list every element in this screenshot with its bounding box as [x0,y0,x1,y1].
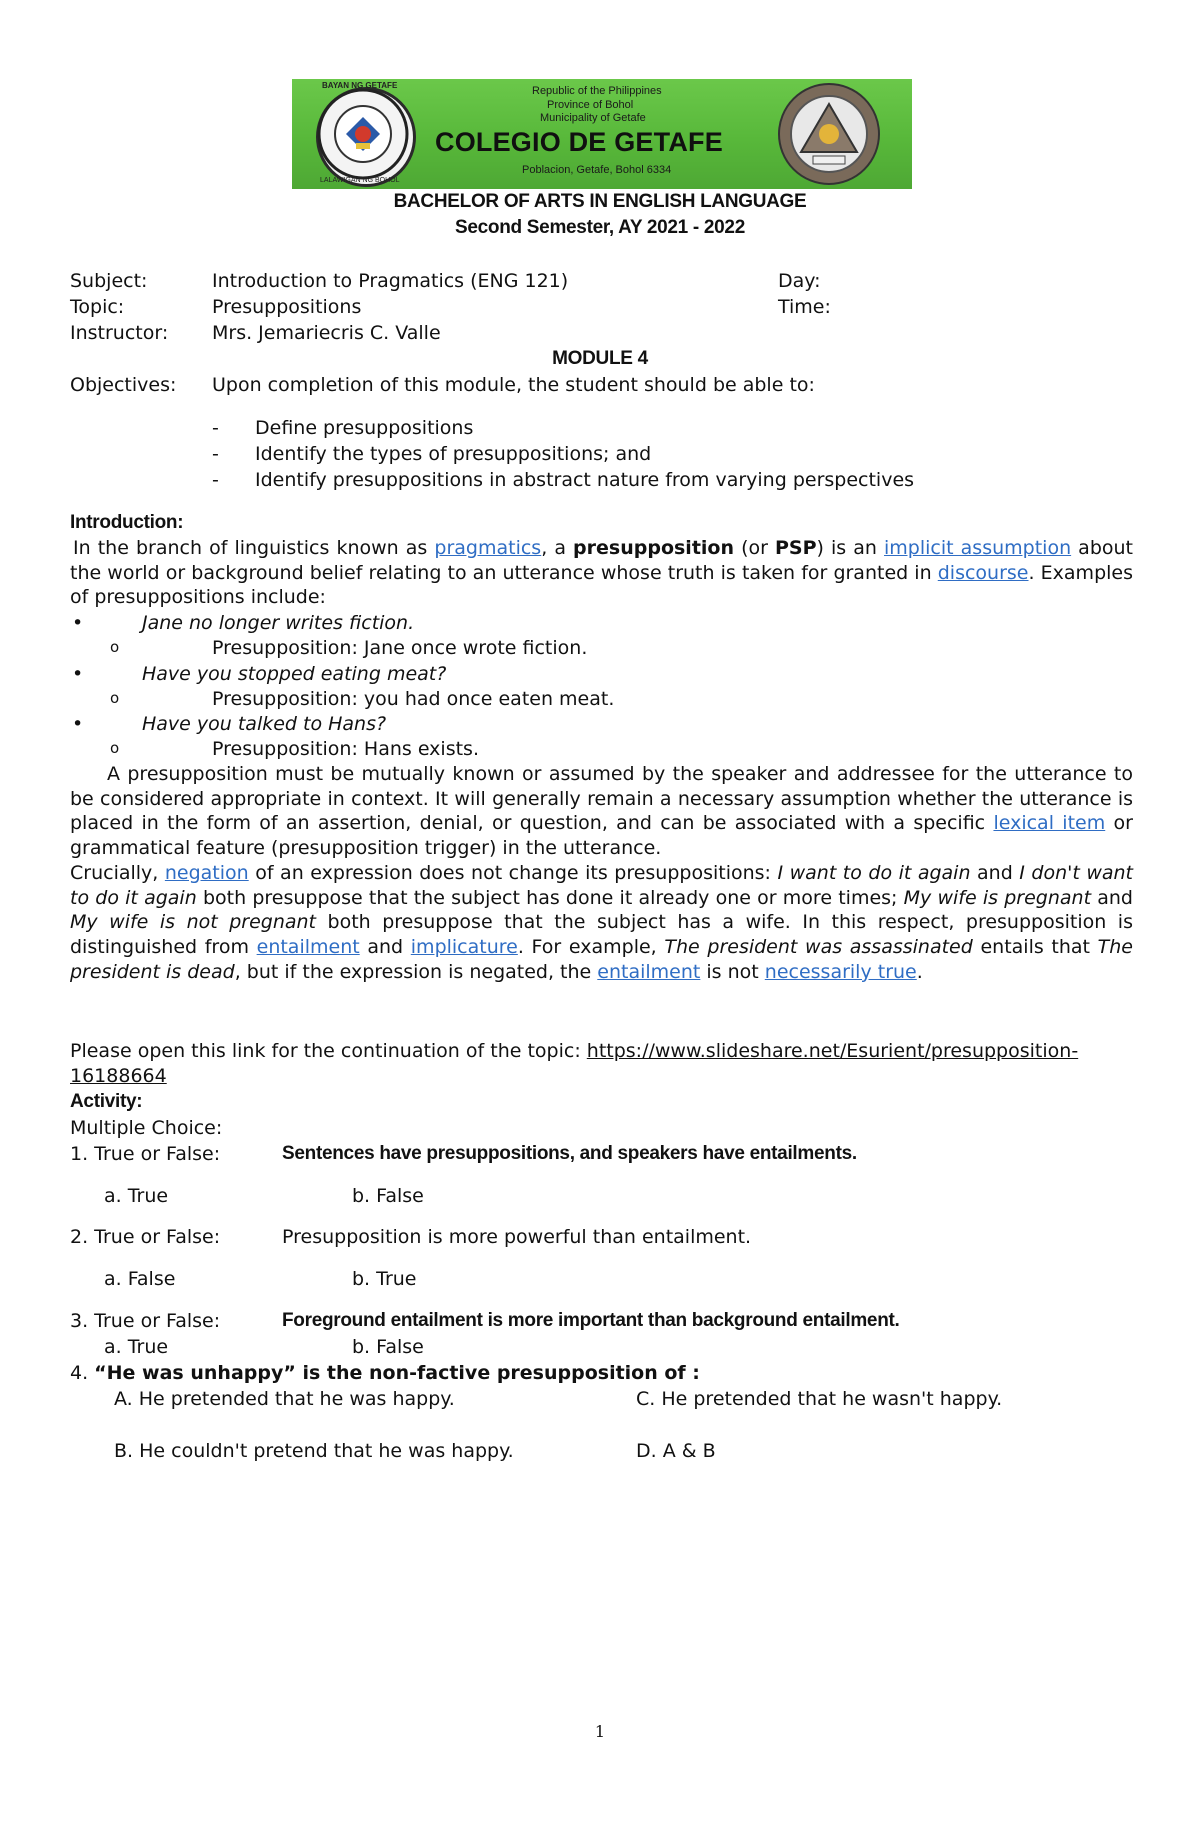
activity-heading: Activity: [70,1091,143,1112]
objective-dash: - [212,469,219,491]
link-prompt: Please open this link for the continuation of the topic: https://www.slideshare.net/Esurient/presupposition- [70,1040,1079,1062]
sub-bullet-icon: o [110,689,120,707]
example-sentence: Jane no longer writes fiction. [142,612,415,634]
bullet-icon: • [72,612,84,634]
banner-municipality: Municipality of Getafe [540,112,646,124]
link-negation[interactable]: negation [164,862,249,884]
bullet-icon: • [72,713,84,735]
link-pragmatics[interactable]: pragmatics [434,537,542,559]
slideshare-link[interactable]: https://www.slideshare.net/Esurient/presupposition- [586,1040,1079,1062]
example-presupposition: Presupposition: you had once eaten meat. [212,688,615,710]
question-text: Presupposition is more powerful than entailment. [282,1226,752,1248]
question-4: 4. “He was unhappy” is the non-factive presupposition of : [70,1362,700,1384]
slideshare-link-continued[interactable]: 16188664 [70,1065,167,1087]
example-sentence: Have you talked to Hans? [142,713,387,735]
option-a[interactable]: a. False [104,1268,176,1290]
link-necessarily-true[interactable]: necessarily true [764,960,917,983]
activity-type: Multiple Choice: [70,1117,223,1139]
option-b[interactable]: b. False [352,1336,424,1358]
objective-item: Define presuppositions [255,417,474,439]
objective-dash: - [212,443,219,465]
link-entailment-2[interactable]: entailment [597,960,701,983]
seal-left-text: BAYAN NG GETAFE [322,81,398,90]
topic-label: Topic: [70,296,125,318]
intro-paragraph-1: In the branch of linguistics known as pragmatics, a presupposition (or PSP) is an implicit assumption about the world or background belief relating to an utterance whose truth is taken for granted in discourse. Examples of presuppositions include: [70,537,1133,609]
option-b[interactable]: b. False [352,1185,424,1207]
link-entailment[interactable]: entailment [256,936,360,959]
link-implicature[interactable]: implicature [410,936,518,959]
objective-item: Identify presuppositions in abstract nature from varying perspectives [255,469,915,491]
option-b[interactable]: B. He couldn't pretend that he was happy. [114,1440,514,1462]
instructor-value: Mrs. Jemariecris C. Valle [212,322,441,344]
semester-title: Second Semester, AY 2021 - 2022 [455,217,745,238]
intro-paragraph-3: Crucially, negation of an expression does not change its presuppositions: I want to do it again and I don't want to do it again both presuppose that the subject has done it already one or more times; My wife is pregnant and My wife is not pregnant both presuppose that the subject has a wife. In this respect, presupposition is distinguished from entailment and implicature. For example, The president was assassinated entails that The president is dead, but if the expression is negated, the entailment is not necessarily true. [70,862,1133,983]
objectives-value: Upon completion of this module, the student should be able to: [212,374,815,396]
intro-paragraph-2: A presupposition must be mutually known or assumed by the speaker and addressee for the utterance to be considered appropriate in context. It will generally remain a necessary assumption whether the utterance is placed in the form of an assertion, denial, or question, and can be associated with a specific lexical item or grammatical feature (presupposition trigger) in the utterance. [70,763,1133,860]
objectives-label: Objectives: [70,374,177,396]
option-c[interactable]: C. He pretended that he wasn't happy. [636,1388,1003,1410]
objective-dash: - [212,417,219,439]
municipal-seal-icon [316,87,416,187]
module-title: MODULE 4 [552,348,648,369]
bullet-icon: • [72,663,84,685]
program-title: BACHELOR OF ARTS IN ENGLISH LANGUAGE [393,191,807,212]
day-label: Day: [778,270,821,292]
seal-left-bottom-text: LALAWIGAN NG BOHOL [320,177,400,184]
option-b[interactable]: b. True [352,1268,417,1290]
link-implicit-assumption[interactable]: implicit assumption [884,537,1072,559]
college-seal-icon [777,82,881,186]
page-number: 1 [594,1722,606,1741]
option-a[interactable]: a. True [104,1185,169,1207]
subject-label: Subject: [70,270,148,292]
banner-province: Province of Bohol [547,99,634,111]
option-a[interactable]: a. True [104,1336,169,1358]
subject-value: Introduction to Pragmatics (ENG 121) [212,270,569,292]
banner-address: Poblacion, Getafe, Bohol 6334 [522,164,672,176]
link-lexical-item[interactable]: lexical item [993,812,1106,835]
question-label: 1. True or False: [70,1143,221,1165]
option-a[interactable]: A. He pretended that he was happy. [114,1388,455,1410]
question-label: 2. True or False: [70,1226,221,1248]
link-discourse[interactable]: discourse [937,561,1029,584]
example-sentence: Have you stopped eating meat? [142,663,447,685]
objective-item: Identify the types of presuppositions; and [255,443,652,465]
introduction-heading: Introduction: [70,512,184,533]
example-presupposition: Presupposition: Jane once wrote fiction. [212,637,588,659]
example-presupposition: Presupposition: Hans exists. [212,738,479,760]
instructor-label: Instructor: [70,322,169,344]
option-d[interactable]: D. A & B [636,1440,716,1462]
sub-bullet-icon: o [110,638,120,656]
topic-value: Presuppositions [212,296,362,318]
banner-republic: Republic of the Philippines [532,85,662,97]
question-label: 3. True or False: [70,1310,221,1332]
sub-bullet-icon: o [110,739,120,757]
banner-school-name: COLEGIO DE GETAFE [435,127,723,157]
time-label: Time: [778,296,831,318]
question-text: Foreground entailment is more important than background entailment. [282,1310,900,1331]
question-text: Sentences have presuppositions, and speakers have entailments. [282,1143,857,1164]
school-banner [292,79,912,189]
